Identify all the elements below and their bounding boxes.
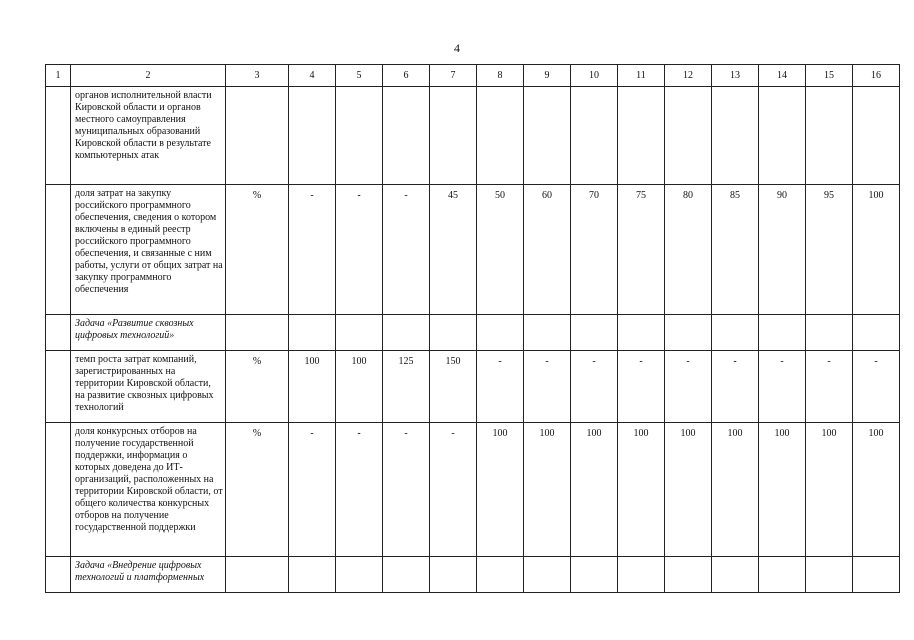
column-number: 5 bbox=[336, 65, 383, 87]
value-cell: - bbox=[383, 185, 430, 315]
value-cell bbox=[383, 87, 430, 185]
column-number: 2 bbox=[71, 65, 226, 87]
row-number-cell bbox=[46, 423, 71, 557]
value-cell: - bbox=[477, 351, 524, 423]
value-cell: 100 bbox=[289, 351, 336, 423]
value-cell bbox=[336, 557, 383, 593]
indicator-name: темп роста затрат компаний, зарегистрированных на территории Кировской области, на развитие сквозных цифровых технологий bbox=[71, 351, 226, 423]
value-cell bbox=[524, 557, 571, 593]
value-cell bbox=[853, 557, 900, 593]
column-number: 7 bbox=[430, 65, 477, 87]
value-cell: - bbox=[571, 351, 618, 423]
indicator-row bbox=[46, 185, 900, 315]
task-title: Задача «Развитие сквозных цифровых технологий» bbox=[71, 315, 226, 351]
value-cell bbox=[430, 87, 477, 185]
value-cell: - bbox=[759, 351, 806, 423]
value-cell bbox=[712, 557, 759, 593]
page-number: 4 bbox=[454, 41, 460, 55]
column-number: 13 bbox=[712, 65, 759, 87]
column-number: 15 bbox=[806, 65, 853, 87]
task-title: Задача «Внедрение цифровых технологий и платформенных bbox=[71, 557, 226, 593]
column-number: 8 bbox=[477, 65, 524, 87]
row-number-cell bbox=[46, 185, 71, 315]
column-number: 4 bbox=[289, 65, 336, 87]
value-cell bbox=[806, 557, 853, 593]
indicator-name: органов исполнительной власти Кировской области и органов местного самоуправления муниципальных образований Кировской области в результате компьютерных атак bbox=[71, 87, 226, 185]
value-cell bbox=[430, 315, 477, 351]
value-cell: - bbox=[289, 185, 336, 315]
value-cell bbox=[571, 557, 618, 593]
value-cell: 80 bbox=[665, 185, 712, 315]
value-cell: 90 bbox=[759, 185, 806, 315]
task-row bbox=[46, 315, 900, 351]
value-cell: 100 bbox=[618, 423, 665, 557]
value-cell bbox=[665, 557, 712, 593]
value-cell: - bbox=[524, 351, 571, 423]
unit-cell: % bbox=[226, 351, 289, 423]
value-cell: 100 bbox=[477, 423, 524, 557]
row-number-cell bbox=[46, 557, 71, 593]
value-cell bbox=[759, 315, 806, 351]
value-cell bbox=[383, 557, 430, 593]
row-number-cell bbox=[46, 315, 71, 351]
value-cell bbox=[383, 315, 430, 351]
indicator-row bbox=[46, 351, 900, 423]
value-cell: 100 bbox=[806, 423, 853, 557]
value-cell: - bbox=[712, 351, 759, 423]
value-cell: - bbox=[618, 351, 665, 423]
value-cell: - bbox=[383, 423, 430, 557]
row-number-cell bbox=[46, 87, 71, 185]
column-number-row bbox=[46, 65, 900, 87]
value-cell bbox=[524, 87, 571, 185]
value-cell: - bbox=[665, 351, 712, 423]
value-cell bbox=[336, 315, 383, 351]
value-cell: 100 bbox=[336, 351, 383, 423]
value-cell bbox=[289, 87, 336, 185]
unit-cell bbox=[226, 87, 289, 185]
value-cell bbox=[853, 315, 900, 351]
value-cell bbox=[712, 315, 759, 351]
column-number: 10 bbox=[571, 65, 618, 87]
indicators-table bbox=[45, 64, 900, 593]
column-number: 9 bbox=[524, 65, 571, 87]
column-number: 16 bbox=[853, 65, 900, 87]
task-row bbox=[46, 557, 900, 593]
value-cell bbox=[618, 557, 665, 593]
value-cell: 50 bbox=[477, 185, 524, 315]
value-cell: 75 bbox=[618, 185, 665, 315]
value-cell bbox=[524, 315, 571, 351]
value-cell bbox=[477, 557, 524, 593]
value-cell: 150 bbox=[430, 351, 477, 423]
value-cell bbox=[618, 87, 665, 185]
value-cell bbox=[571, 315, 618, 351]
value-cell bbox=[477, 315, 524, 351]
value-cell: 100 bbox=[524, 423, 571, 557]
value-cell: 45 bbox=[430, 185, 477, 315]
value-cell: 100 bbox=[665, 423, 712, 557]
value-cell: 85 bbox=[712, 185, 759, 315]
value-cell: - bbox=[289, 423, 336, 557]
value-cell bbox=[759, 557, 806, 593]
value-cell: - bbox=[336, 423, 383, 557]
value-cell bbox=[289, 557, 336, 593]
unit-cell bbox=[226, 557, 289, 593]
indicator-name: доля затрат на закупку российского программного обеспечения, сведения о котором включены в единый реестр российского программного обеспечения, и связанные с ним работы, услуги от общих затрат на закупку программного обеспечения bbox=[71, 185, 226, 315]
column-number: 12 bbox=[665, 65, 712, 87]
value-cell bbox=[665, 87, 712, 185]
column-number: 6 bbox=[383, 65, 430, 87]
value-cell bbox=[477, 87, 524, 185]
value-cell: 100 bbox=[712, 423, 759, 557]
value-cell bbox=[853, 87, 900, 185]
unit-cell: % bbox=[226, 185, 289, 315]
value-cell: 100 bbox=[759, 423, 806, 557]
unit-cell bbox=[226, 315, 289, 351]
value-cell bbox=[759, 87, 806, 185]
column-number: 3 bbox=[226, 65, 289, 87]
row-number-cell bbox=[46, 351, 71, 423]
value-cell bbox=[289, 315, 336, 351]
column-number: 11 bbox=[618, 65, 665, 87]
value-cell bbox=[806, 315, 853, 351]
value-cell: 100 bbox=[853, 423, 900, 557]
value-cell: - bbox=[336, 185, 383, 315]
value-cell bbox=[618, 315, 665, 351]
value-cell: - bbox=[430, 423, 477, 557]
indicator-name: доля конкурсных отборов на получение государственной поддержки, информация о которых доведена до ИТ-организаций, расположенных на территории Кировской области, от общего количества конкурсных отборов на получение государственной поддержки bbox=[71, 423, 226, 557]
value-cell bbox=[430, 557, 477, 593]
value-cell: 100 bbox=[853, 185, 900, 315]
value-cell bbox=[336, 87, 383, 185]
unit-cell: % bbox=[226, 423, 289, 557]
value-cell: 60 bbox=[524, 185, 571, 315]
value-cell: 125 bbox=[383, 351, 430, 423]
value-cell: 95 bbox=[806, 185, 853, 315]
column-number: 14 bbox=[759, 65, 806, 87]
value-cell bbox=[571, 87, 618, 185]
value-cell: 70 bbox=[571, 185, 618, 315]
indicator-row bbox=[46, 87, 900, 185]
value-cell bbox=[806, 87, 853, 185]
column-number: 1 bbox=[46, 65, 71, 87]
value-cell: - bbox=[806, 351, 853, 423]
value-cell: 100 bbox=[571, 423, 618, 557]
value-cell: - bbox=[853, 351, 900, 423]
value-cell bbox=[712, 87, 759, 185]
value-cell bbox=[665, 315, 712, 351]
indicator-row bbox=[46, 423, 900, 557]
